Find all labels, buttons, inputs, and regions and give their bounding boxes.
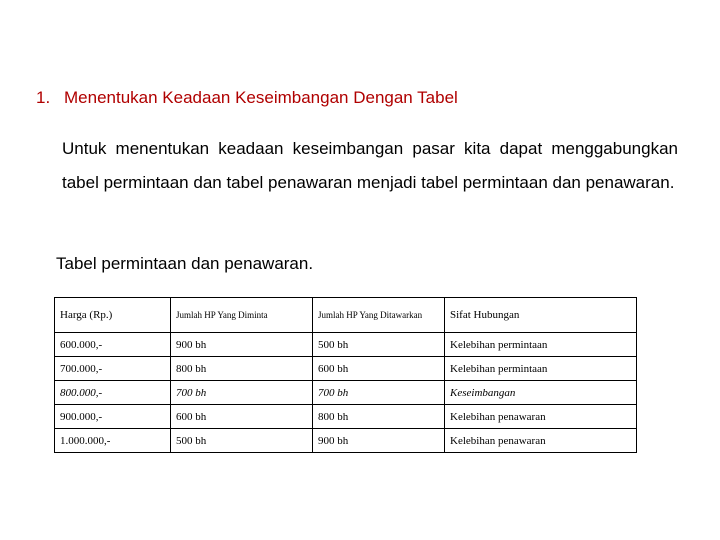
relationship-cell: Kelebihan permintaan [445,333,637,357]
table-caption: Tabel permintaan dan penawaran. [56,254,314,273]
table-row [55,429,637,453]
supply-cell: 600 bh [313,357,445,381]
table-row [55,333,637,357]
relationship-cell: Keseimbangan [445,381,637,405]
relationship-cell: Kelebihan permintaan [445,357,637,381]
relationship-cell: Kelebihan penawaran [445,429,637,453]
price-cell: 900.000,- [55,405,171,429]
section-heading [36,88,458,108]
price-cell: 700.000,- [55,357,171,381]
header-quantity-demanded: Jumlah HP Yang Diminta [171,298,313,333]
table-row [55,405,637,429]
supply-cell: 500 bh [313,333,445,357]
demand-supply-table [54,297,637,453]
demand-cell: 600 bh [171,405,313,429]
table-row [55,357,637,381]
demand-cell: 900 bh [171,333,313,357]
table-row-equilibrium [55,381,637,405]
demand-cell: 700 bh [171,381,313,405]
supply-cell: 900 bh [313,429,445,453]
price-cell: 800.000,- [55,381,171,405]
section-number: 1. [36,88,51,107]
price-cell: 600.000,- [55,333,171,357]
demand-cell: 500 bh [171,429,313,453]
demand-cell: 800 bh [171,357,313,381]
supply-cell: 700 bh [313,381,445,405]
section-title: Menentukan Keadaan Keseimbangan Dengan Tabel [64,88,458,107]
relationship-cell: Kelebihan penawaran [445,405,637,429]
table-header-row [55,298,637,333]
intro-paragraph: Untuk menentukan keadaan keseimbangan pasar kita dapat menggabungkan tabel permintaan dan tabel penawaran menjadi tabel permintaan dan penawaran. [62,139,678,192]
header-quantity-supplied: Jumlah HP Yang Ditawarkan [313,298,445,333]
header-relationship: Sifat Hubungan [445,298,637,333]
supply-cell: 800 bh [313,405,445,429]
header-price: Harga (Rp.) [55,298,171,333]
price-cell: 1.000.000,- [55,429,171,453]
